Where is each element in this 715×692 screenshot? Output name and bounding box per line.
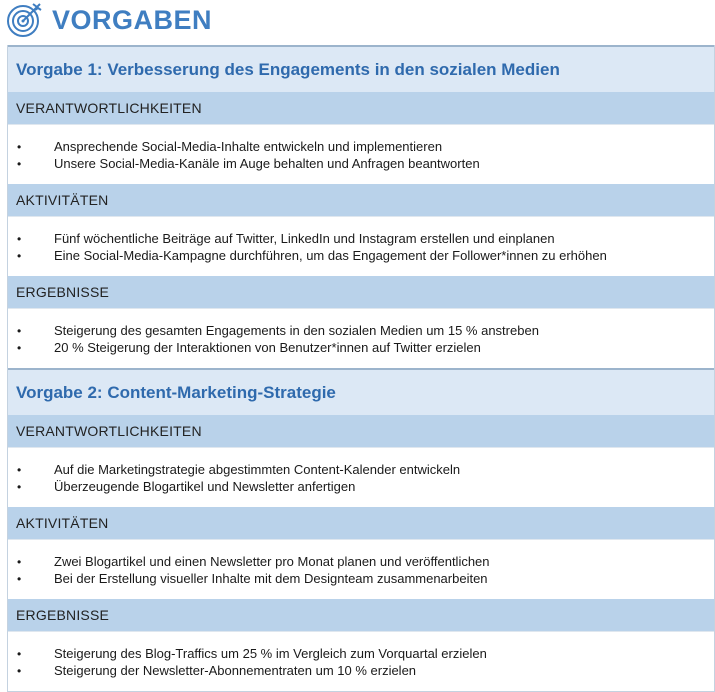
bullet-icon: •	[17, 156, 22, 171]
list-item	[8, 570, 714, 587]
section-header: VERANTWORTLICHKEITEN	[8, 415, 714, 447]
list-item-text: Auf die Marketingstrategie abgestimmten Content-Kalender entwickeln	[54, 462, 461, 477]
list-item-text: Fünf wöchentliche Beiträge auf Twitter, LinkedIn und Instagram erstellen und einplanen	[54, 231, 555, 246]
section-items	[8, 631, 714, 691]
goals-table	[7, 45, 715, 692]
list-item-text: Zwei Blogartikel und einen Newsletter pro Monat planen und veröffentlichen	[54, 554, 490, 569]
section-header: VERANTWORTLICHKEITEN	[8, 92, 714, 124]
page-header	[4, 0, 212, 40]
list-item	[8, 553, 714, 570]
target-icon	[4, 0, 44, 40]
bullet-icon: •	[17, 646, 22, 661]
section-items	[8, 539, 714, 599]
list-item-text: Überzeugende Blogartikel und Newsletter anfertigen	[54, 479, 356, 494]
list-item	[8, 662, 714, 679]
list-item-text: Steigerung des gesamten Engagements in den sozialen Medien um 15 % anstreben	[54, 323, 539, 338]
list-item-text: Steigerung des Blog-Traffics um 25 % im Vergleich zum Vorquartal erzielen	[54, 646, 487, 661]
section-header: AKTIVITÄTEN	[8, 507, 714, 539]
section-items	[8, 216, 714, 276]
list-item	[8, 230, 714, 247]
list-item-text: Unsere Social-Media-Kanäle im Auge behalten und Anfragen beantworten	[54, 156, 480, 171]
list-item-text: Bei der Erstellung visueller Inhalte mit dem Designteam zusammenarbeiten	[54, 571, 488, 586]
list-item	[8, 155, 714, 172]
list-item-text: Ansprechende Social-Media-Inhalte entwickeln und implementieren	[54, 139, 443, 154]
list-item	[8, 339, 714, 356]
section-header: AKTIVITÄTEN	[8, 184, 714, 216]
bullet-icon: •	[17, 479, 22, 494]
bullet-icon: •	[17, 571, 22, 586]
page-title: VORGABEN	[52, 4, 213, 35]
list-item	[8, 138, 714, 155]
goal-title: Vorgabe 2: Content-Marketing-Strategie	[8, 368, 714, 415]
bullet-icon: •	[17, 231, 22, 246]
bullet-icon: •	[17, 340, 22, 355]
section-items	[8, 447, 714, 507]
list-item	[8, 247, 714, 264]
section-header: ERGEBNISSE	[8, 599, 714, 631]
list-item	[8, 322, 714, 339]
bullet-icon: •	[17, 663, 22, 678]
list-item	[8, 478, 714, 495]
bullet-icon: •	[17, 554, 22, 569]
list-item-text: Steigerung der Newsletter-Abonnementraten um 10 % erzielen	[54, 663, 417, 678]
list-item	[8, 461, 714, 478]
goal-title: Vorgabe 1: Verbesserung des Engagements in den sozialen Medien	[8, 45, 714, 92]
bullet-icon: •	[17, 248, 22, 263]
section-items	[8, 124, 714, 184]
section-items	[8, 308, 714, 368]
bullet-icon: •	[17, 139, 22, 154]
list-item-text: Eine Social-Media-Kampagne durchführen, um das Engagement der Follower*innen zu erhöhen	[54, 248, 607, 263]
list-item	[8, 645, 714, 662]
bullet-icon: •	[17, 462, 22, 477]
bullet-icon: •	[17, 323, 22, 338]
section-header: ERGEBNISSE	[8, 276, 714, 308]
list-item-text: 20 % Steigerung der Interaktionen von Benutzer*innen auf Twitter erzielen	[54, 340, 481, 355]
